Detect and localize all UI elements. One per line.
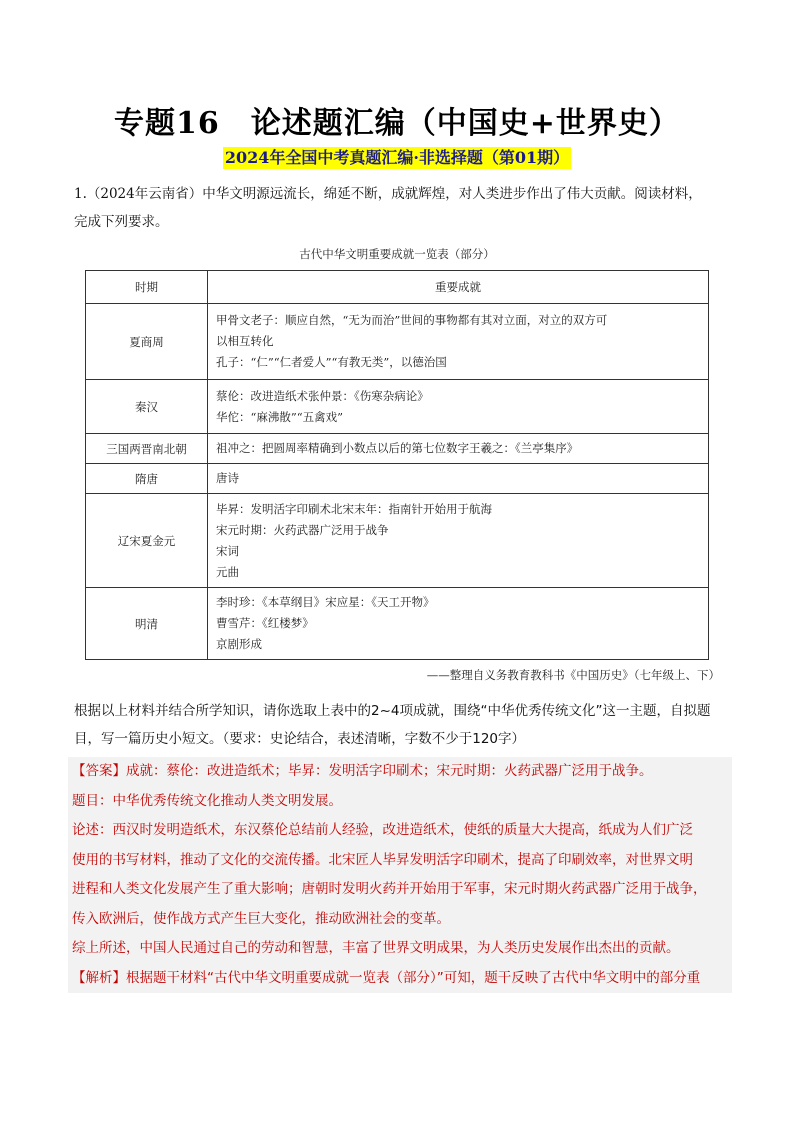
achievement-line: 京剧形成	[216, 637, 262, 651]
page-title: 专题16 论述题汇编（中国史+世界史）	[114, 106, 680, 141]
page-subtitle: 2024年全国中考真题汇编·非选择题（第01期）	[224, 148, 570, 167]
table-header-row	[86, 271, 709, 304]
answer-line: 传入欧洲后，使作战方式产生巨大变化，推动欧洲社会的变革。	[72, 910, 450, 927]
achievement-cell	[208, 588, 709, 660]
table-row	[86, 588, 709, 660]
achievement-line: 蔡伦：改进造纸术张仲景：《伤寒杂病论》	[216, 388, 429, 403]
header-era: 时期	[86, 271, 208, 304]
achievement-line: 宋元时期：火药武器广泛用于战争	[216, 522, 389, 537]
answer-block	[68, 757, 732, 993]
answer-line: 综上所述，中国人民通过自己的劳动和智慧，丰富了世界文明成果，为人类历史发展作出杰出的贡献。	[72, 940, 680, 956]
achievement-line: 以相互转化	[216, 334, 274, 348]
achievement-cell	[208, 494, 709, 588]
answer-tag: 【答案】	[72, 763, 126, 779]
achievement-cell	[208, 464, 709, 494]
achievement-cell	[208, 434, 709, 464]
question-intro-line1: 1.（2024年云南省）中华文明源远流长，绵延不断，成就辉煌，对人类进步作出了伟大贡献。阅读材料，	[74, 186, 702, 202]
answer-text: 成就：蔡伦：改进造纸术；毕昇：发明活字印刷术；宋元时期：火药武器广泛用于战争。	[126, 763, 653, 779]
header-achievements: 重要成就	[208, 271, 709, 304]
era-cell: 辽宋夏金元	[86, 494, 208, 588]
table-row	[86, 464, 709, 494]
table-row	[86, 304, 709, 380]
analysis-tag: 【解析】	[72, 969, 126, 986]
achievement-cell	[208, 304, 709, 380]
achievement-line: 甲骨文老子：顺应自然，“无为而治”世间的事物都有其对立面，对立的双方可	[216, 313, 608, 327]
table-row	[86, 434, 709, 464]
answer-line: 题目：中华优秀传统文化推动人类文明发展。	[72, 792, 342, 809]
requirement-line2: 目，写一篇历史小短文。（要求：史论结合，表述清晰，字数不少于120字）	[74, 731, 526, 747]
achievement-cell	[208, 380, 709, 434]
achievement-line: 李时珍：《本草纲目》宋应星：《天工开物》	[216, 595, 435, 609]
subtitle-wrap	[0, 147, 794, 169]
era-cell: 秦汉	[86, 380, 208, 434]
achievement-line: 华佗：“麻沸散”“五禽戏”	[216, 409, 344, 424]
requirement-text	[74, 697, 730, 753]
answer-line	[72, 757, 732, 787]
table-caption: 古代中华文明重要成就一览表（部分）	[299, 247, 495, 261]
achievement-line: 唐诗	[216, 471, 239, 485]
achievement-line: 曹雪芹：《红楼梦》	[216, 616, 314, 630]
achievements-table	[85, 270, 709, 660]
analysis-text: 根据题干材料“古代中华文明重要成就一览表（部分）”可知，题干反映了古代中华文明中的部分重	[126, 969, 701, 986]
requirement-line1: 根据以上材料并结合所学知识，请你选取上表中的2~4项成就，围绕“中华优秀传统文化”这一主题，自拟题	[74, 703, 711, 719]
era-cell: 隋唐	[86, 464, 208, 494]
achievement-line: 宋词	[216, 543, 239, 558]
era-cell: 夏商周	[86, 304, 208, 380]
table-source: ——整理自义务教育教科书《中国历史》（七年级上、下）	[426, 668, 720, 682]
era-cell: 三国两晋南北朝	[86, 434, 208, 464]
answer-line: 进程和人类文化发展产生了重大影响；唐朝时发明火药并开始用于军事，宋元时期火药武器广泛用于战争，	[72, 881, 707, 897]
achievement-line: 祖冲之：把圆周率精确到小数点以后的第七位数字王羲之：《兰亭集序》	[216, 441, 579, 455]
table-row	[86, 494, 709, 588]
achievement-line: 孔子：“仁”“仁者爱人”“有教无类”，以德治国	[216, 355, 447, 369]
era-cell: 明清	[86, 588, 208, 660]
table-row	[86, 380, 709, 434]
answer-line: 使用的书写材料，推动了文化的交流传播。北宋匠人毕昇发明活字印刷术，提高了印刷效率，对世界文明	[72, 851, 693, 868]
question-intro-line2: 完成下列要求。	[74, 214, 169, 230]
answer-line: 论述：西汉时发明造纸术，东汉蔡伦总结前人经验，改进造纸术，使纸的质量大大提高，纸成为人们广泛	[72, 822, 693, 838]
analysis-line	[72, 964, 732, 994]
achievement-line: 元曲	[216, 564, 239, 579]
achievement-line: 毕昇：发明活字印刷术北宋末年：指南针开始用于航海	[216, 501, 492, 516]
